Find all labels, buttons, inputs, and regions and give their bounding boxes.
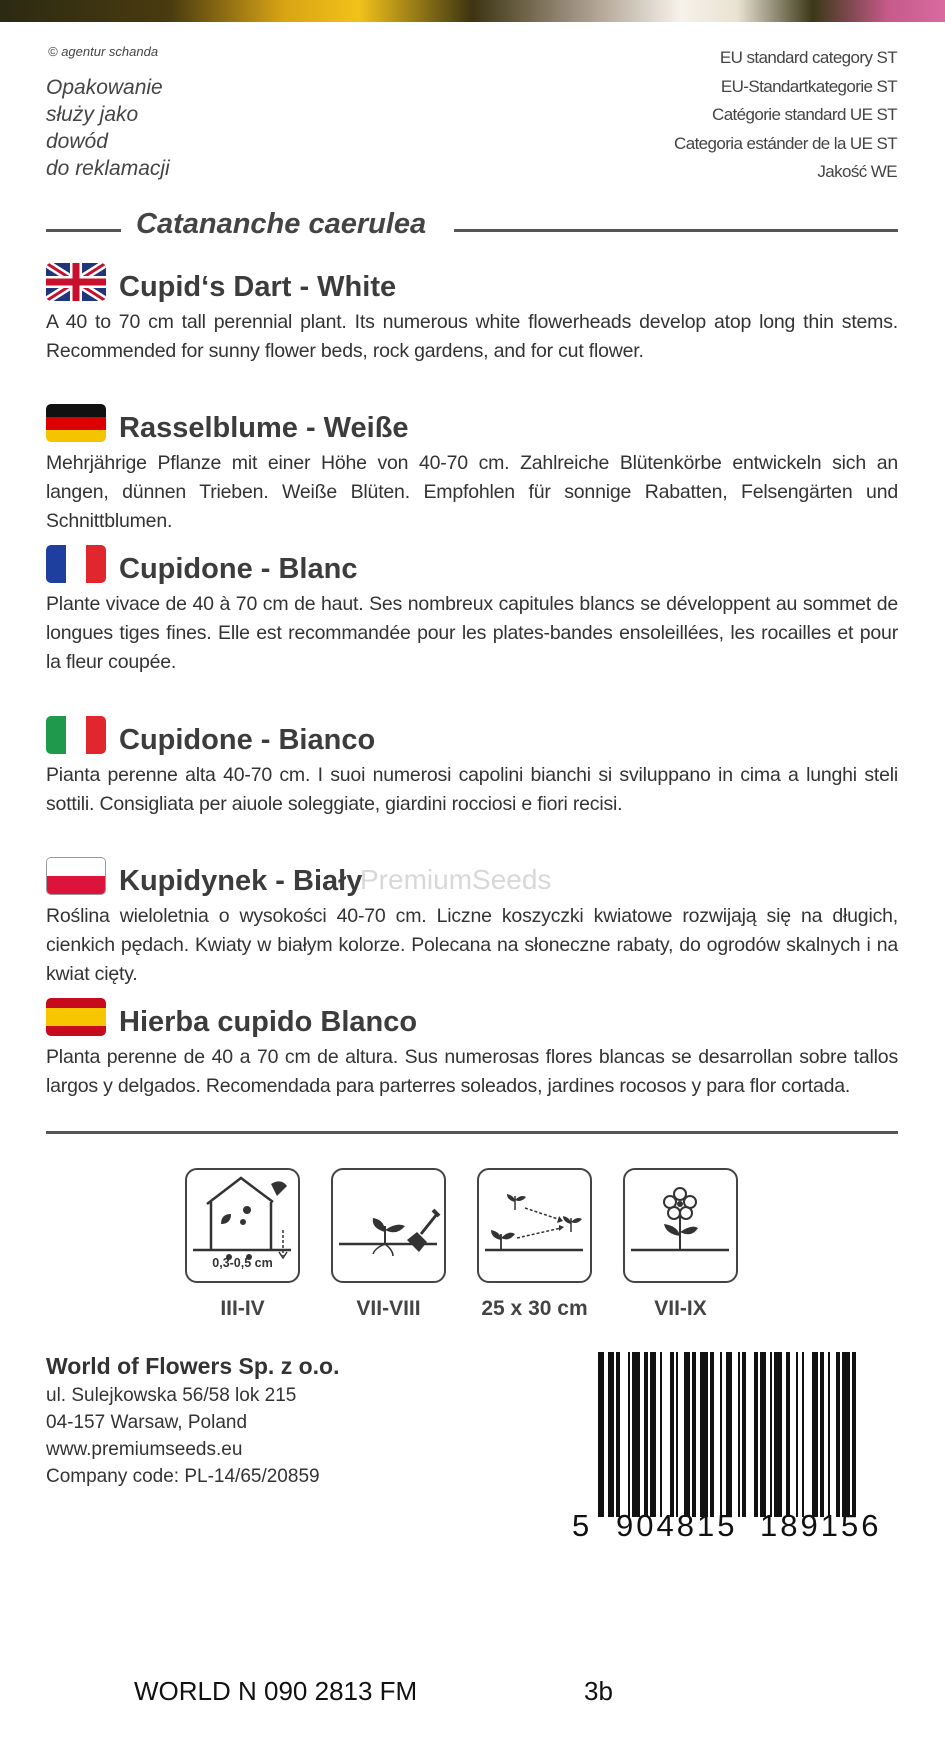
barcode-bar [770, 1352, 772, 1517]
barcode-bar [754, 1352, 758, 1517]
uk-flag-icon [46, 263, 106, 301]
eu-category-line: Jakość WE [817, 162, 897, 181]
barcode-bar [720, 1352, 722, 1517]
print-code: WORLD N 090 2813 FM [134, 1676, 418, 1706]
claim-line: Opakowanie [46, 76, 163, 99]
transplanting-icon [331, 1168, 446, 1283]
barcode-bar [742, 1352, 746, 1517]
barcode-bar [632, 1352, 640, 1517]
barcode-bar [812, 1352, 818, 1517]
flowering-period-label: VII-IX [654, 1297, 707, 1320]
species-name: Catananche caerulea [136, 208, 427, 240]
eu-category-line: EU standard category ST [719, 48, 897, 67]
company-info [46, 1350, 339, 1490]
barcode-bar [726, 1352, 732, 1517]
language-title: Cupid‘s Dart - White [119, 271, 397, 303]
barcode-bar [828, 1352, 830, 1517]
barcode-bar [774, 1352, 782, 1517]
claim-line: dowód [46, 130, 108, 153]
flowering-icon [623, 1168, 738, 1283]
barcode-bar [738, 1352, 740, 1517]
germany-flag-icon [46, 404, 106, 442]
language-description: Mehrjährige Pflanze mit einer Höhe von 40-70 cm. Zahlreiche Blütenkörbe entwickeln sich an langen, dünnen Trieben. Weiße Blüten. Empfohlen für sonnige Rabatten, Felsengärten und Schnittblumen. [46, 452, 898, 532]
watermark: PremiumSeeds [360, 864, 552, 895]
spacing-label: 25 x 30 cm [481, 1297, 588, 1320]
poland-flag-icon [46, 857, 106, 895]
sowing-indoors-icon [185, 1168, 300, 1283]
language-title: Cupidone - Bianco [119, 724, 376, 756]
complaint-claim-text [46, 74, 170, 182]
barcode-bar [616, 1352, 620, 1517]
language-description: Pianta perenne alta 40-70 cm. I suoi numerosi capolini bianchi si sviluppano in cima a lunghi steli sottili. Consigliata per aiuole soleggiate, giardini rocciosi e fiori recisi. [46, 764, 898, 815]
product-photo-strip [0, 0, 945, 22]
divider [46, 1131, 898, 1134]
company-code: Company code: PL-14/65/20859 [46, 1466, 320, 1487]
eu-category-block [674, 44, 897, 187]
barcode-bar [700, 1352, 708, 1517]
barcode-bar [676, 1352, 678, 1517]
barcode-bar [670, 1352, 674, 1517]
barcode-bar [598, 1352, 604, 1517]
france-flag-icon [46, 545, 106, 583]
barcode-bar [650, 1352, 656, 1517]
divider [46, 229, 121, 232]
copyright-notice: © agentur schanda [48, 44, 159, 59]
spain-flag-icon [46, 998, 106, 1036]
barcode-bar [836, 1352, 840, 1517]
barcode-bar [692, 1352, 696, 1517]
company-name: World of Flowers Sp. z o.o. [46, 1353, 340, 1379]
barcode-bar [842, 1352, 850, 1517]
plant-spacing-icon [477, 1168, 592, 1283]
barcode-bar [760, 1352, 766, 1517]
language-description: Plante vivace de 40 à 70 cm de haut. Ses nombreux capitules blancs se développent au sommet de longues tiges fines. Elle est recommandée pour les plates-bandes ensoleillées, les rocailles et pour la fleur coupée. [46, 593, 898, 673]
eu-category-line: Catégorie standard UE ST [712, 105, 897, 124]
barcode-bar [852, 1352, 856, 1517]
barcode-bar [628, 1352, 630, 1517]
barcode-bar [644, 1352, 648, 1517]
barcode-bar [660, 1352, 662, 1517]
language-description: A 40 to 70 cm tall perennial plant. Its numerous white flowerheads develop atop long thin stems. Recommended for sunny flower beds, rock gardens, and for cut flower. [46, 311, 898, 362]
barcode-right-digits: 189156 [760, 1508, 882, 1543]
claim-line: do reklamacji [46, 157, 170, 180]
eu-category-line: EU-Standartkategorie ST [720, 76, 897, 96]
language-title: Kupidynek - Biały [119, 865, 363, 897]
divider [454, 229, 898, 232]
barcode-bar [684, 1352, 690, 1517]
language-description: Roślina wieloletnia o wysokości 40-70 cm. Liczne koszyczki kwiatowe rozwijają się na długich, cienkich pędach. Kwiaty w białym kolorze. Polecana na słoneczne rabaty, do ogrodów skalnych i na kwiat cięty. [46, 905, 898, 985]
company-address-line: ul. Sulejkowska 56/58 lok 215 [46, 1385, 297, 1406]
barcode-bar [796, 1352, 798, 1517]
transplanting-period-label: VII-VIII [356, 1297, 421, 1320]
print-variant: 3b [584, 1676, 613, 1706]
company-address-line: 04-157 Warsaw, Poland [46, 1412, 248, 1433]
sowing-depth-label: 0,3-0,5 cm [212, 1256, 273, 1270]
eu-category-line: Categoria estánder de la UE ST [674, 133, 897, 153]
species-heading [46, 208, 898, 248]
language-title: Cupidone - Blanc [119, 553, 358, 585]
barcode-left-digits: 904815 [616, 1508, 738, 1543]
barcode-bar [710, 1352, 714, 1517]
company-website: www.premiumseeds.eu [46, 1439, 243, 1460]
barcode-bars [596, 1352, 896, 1517]
language-title: Rasselblume - Weiße [119, 412, 409, 444]
barcode-bar [802, 1352, 804, 1517]
ean-barcode [572, 1352, 896, 1552]
barcode-bar [608, 1352, 614, 1517]
claim-line: służy jako [46, 103, 139, 126]
barcode-first-digit: 5 [572, 1508, 590, 1543]
language-description: Planta perenne de 40 a 70 cm de altura. Sus numerosas flores blancas se desarrollan sobre tallos largos y delgados. Recomendada para parterres soleados, jardines rocosos y para flor cortada. [46, 1046, 898, 1097]
language-title: Hierba cupido Blanco [119, 1006, 418, 1038]
barcode-bar [820, 1352, 824, 1517]
barcode-bar [786, 1352, 790, 1517]
italy-flag-icon [46, 716, 106, 754]
sowing-period-label: III-IV [220, 1297, 265, 1320]
